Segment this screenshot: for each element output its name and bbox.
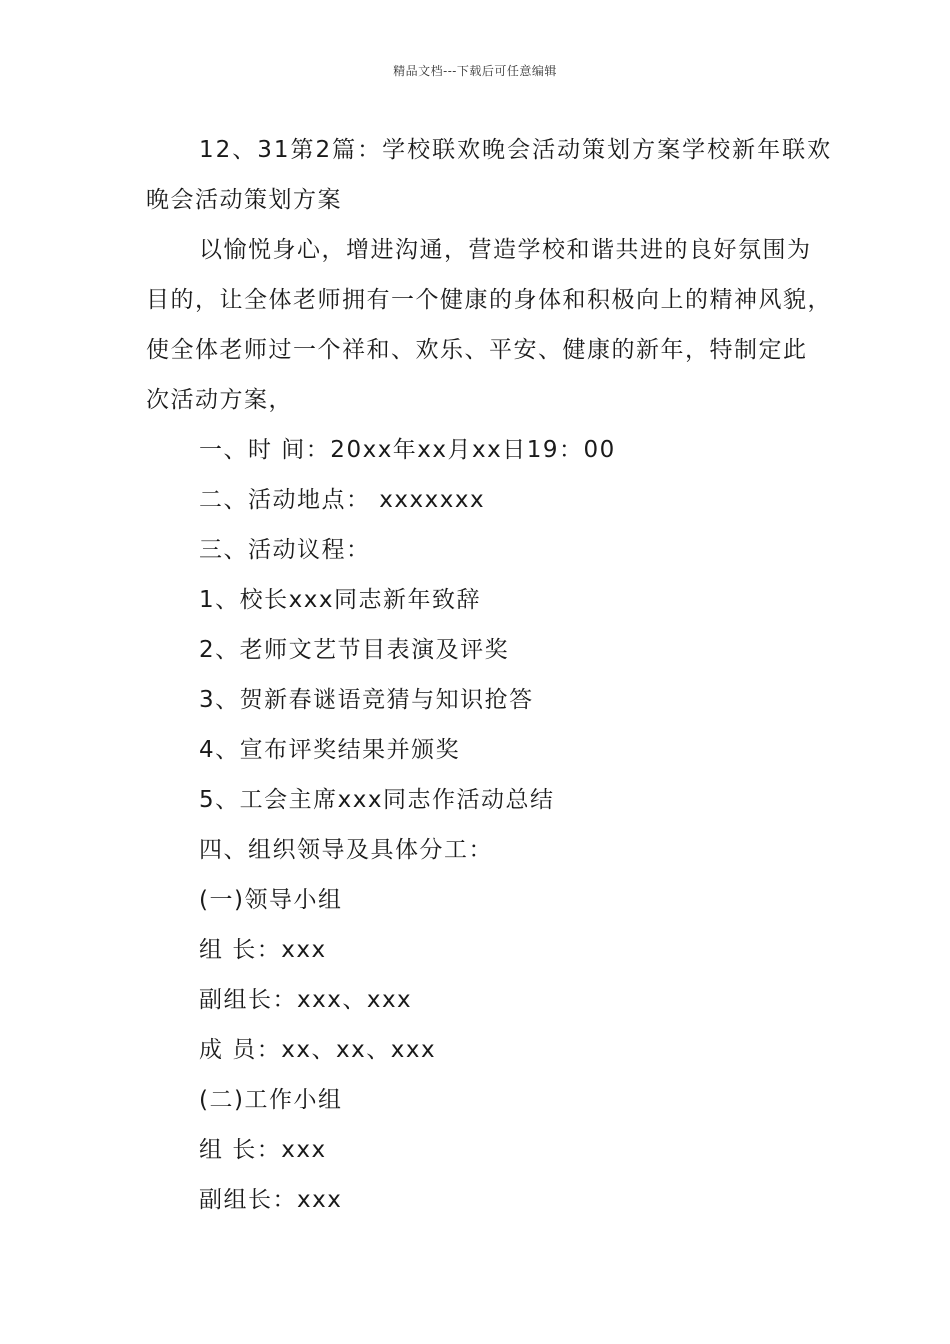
agenda-item-3: 3、贺新春谜语竞猜与知识抢答 [199,687,534,713]
work-deputy: 副组长：xxx [199,1187,343,1213]
work-leader: 组 长：xxx [199,1137,327,1163]
intro-line-1: 以愉悦身心，增进沟通，营造学校和谐共进的良好氛围为 [199,237,812,263]
subsection-leadership-group: (一)领导小组 [199,887,343,913]
leadership-leader: 组 长：xxx [199,937,327,963]
agenda-item-2: 2、老师文艺节目表演及评奖 [199,637,510,663]
document-body [146,125,833,1225]
intro-line-2: 目的，让全体老师拥有一个健康的身体和积极向上的精神风貌， [146,287,832,313]
section-time: 一、时 间：20xx年xx月xx日19：00 [199,437,616,463]
page-header: 精品文档---下载后可任意编辑 [393,64,557,78]
section-location: 二、活动地点： xxxxxxx [199,487,486,513]
subsection-work-group: (二)工作小组 [199,1087,343,1113]
leadership-deputy: 副组长：xxx、xxx [199,987,413,1013]
agenda-item-4: 4、宣布评奖结果并颁奖 [199,737,461,763]
leadership-members: 成 员：xx、xx、xxx [199,1037,437,1063]
section-organization: 四、组织领导及具体分工： [199,837,493,863]
intro-line-3: 使全体老师过一个祥和、欢乐、平安、健康的新年，特制定此 [146,337,808,363]
agenda-item-5: 5、工会主席xxx同志作活动总结 [199,787,555,813]
agenda-item-1: 1、校长xxx同志新年致辞 [199,587,481,613]
intro-line-4: 次活动方案， [146,387,293,413]
title-line-1: 12、31第2篇：学校联欢晚会活动策划方案学校新年联欢 [199,137,833,163]
title-line-2: 晚会活动策划方案 [146,187,342,213]
section-agenda: 三、活动议程： [199,537,371,563]
